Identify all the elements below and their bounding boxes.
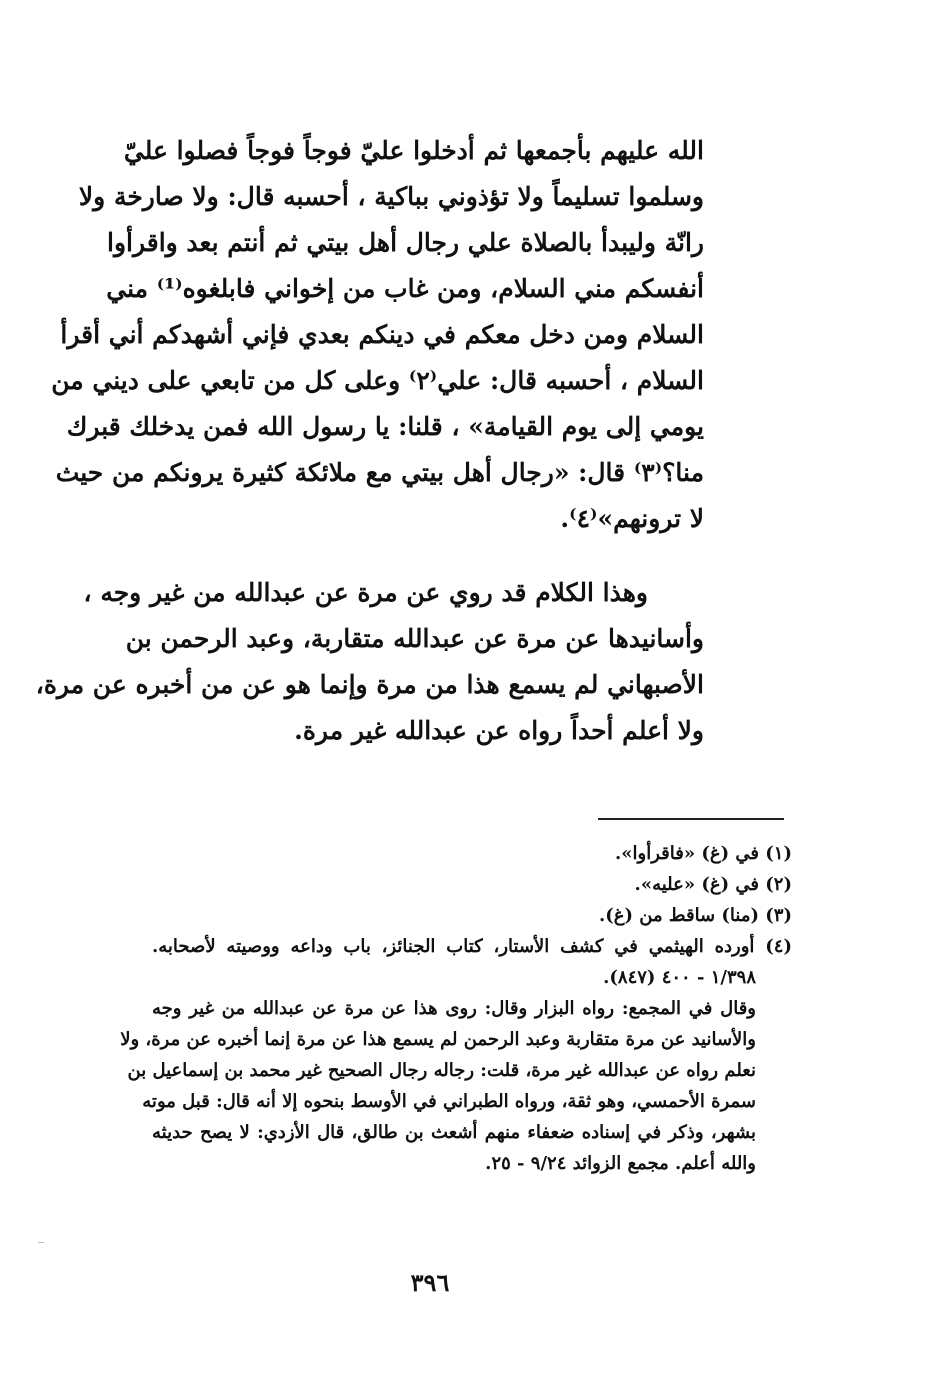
text-line: رانّة وليبدأ بالصلاة علي رجال أهل بيتي ثم أنتم بعد واقرأوا	[107, 228, 704, 257]
footnote-line: والله أعلم. مجمع الزوائد ٩/٢٤ - ٢٥.	[485, 1153, 756, 1174]
footnote-separator	[598, 818, 784, 820]
footnote-line: بشهر، وذكر في إسناده ضعفاء منهم أشعث بن طالق، قال الأزدي: لا يصح حديثه	[152, 1122, 756, 1143]
text-line: لا ترونهم»⁽٤⁾.	[560, 504, 704, 533]
text-line: وسلموا تسليماً ولا تؤذوني بباكية ، أحسبه قال: ولا صارخة ولا	[78, 182, 704, 211]
text-line: السلام ومن دخل معكم في دينكم بعدي فإني أشهدكم أني أقرأ	[60, 320, 704, 349]
text-line: ولا أعلم أحداً رواه عن عبدالله غير مرة.	[294, 716, 704, 745]
footnote-4: (٤) أورده الهيثمي في كشف الأستار، كتاب الجنائز، باب وداعه ووصيته لأصحابه.	[152, 936, 792, 957]
main-paragraph-2	[35, 570, 704, 754]
text-line: الأصبهاني لم يسمع هذا من مرة وإنما هو عن من أخبره عن مرة،	[35, 670, 704, 699]
text-line: وأسانيدها عن مرة عن عبدالله متقاربة، وعبد الرحمن بن	[125, 624, 704, 653]
footnote-3: (٣) (منا) ساقط من (غ).	[598, 905, 792, 926]
footnote-2: (٢) في (غ) «عليه».	[634, 874, 792, 895]
footnote-line: والأسانيد عن مرة متقاربة وعبد الرحمن لم يسمع هذا عن مرة إنما أخبره عن مرة، ولا	[120, 1029, 756, 1050]
footnote-line: نعلم رواه عن عبدالله غير مرة، قلت: رجاله رجال الصحيح غير محمد بن إسماعيل بن	[127, 1060, 756, 1081]
footnotes	[120, 838, 792, 1179]
text-line: وهذا الكلام قد روي عن مرة عن عبدالله من غير وجه ،	[83, 578, 648, 607]
text-line: منا؟⁽٣⁾ قال: «رجال أهل بيتي مع ملائكة كثيرة يرونكم من حيث	[55, 458, 704, 487]
main-paragraph-1	[51, 128, 704, 542]
footnote-4-body	[120, 993, 756, 1179]
footnote-4-reference: ١/٣٩٨ - ٤٠٠ (٨٤٧).	[603, 967, 756, 988]
footnote-1: (١) في (غ) «فاقرأوا».	[615, 843, 792, 864]
footnote-line: وقال في المجمع: رواه البزار وقال: روى هذا عن مرة عن عبدالله من غير وجه	[152, 998, 756, 1019]
text-line: الله عليهم بأجمعها ثم أدخلوا عليّ فوجاً فوجاً فصلوا عليّ	[123, 136, 704, 165]
page-number: ٣٩٦	[410, 1268, 450, 1297]
text-line: أنفسكم مني السلام، ومن غاب من إخواني فابلغوه⁽¹⁾ مني	[106, 274, 704, 303]
text-line: يومي إلى يوم القيامة» ، قلنا: يا رسول الله فمن يدخلك قبرك	[66, 412, 704, 441]
scan-artifact	[38, 1242, 44, 1243]
text-line: السلام ، أحسبه قال: علي⁽٢⁾ وعلى كل من تابعي على ديني من	[51, 366, 704, 395]
footnote-line: سمرة الأحمسي، وهو ثقة، ورواه الطبراني في الأوسط بنحوه إلا أنه قال: قبل موته	[142, 1091, 756, 1112]
